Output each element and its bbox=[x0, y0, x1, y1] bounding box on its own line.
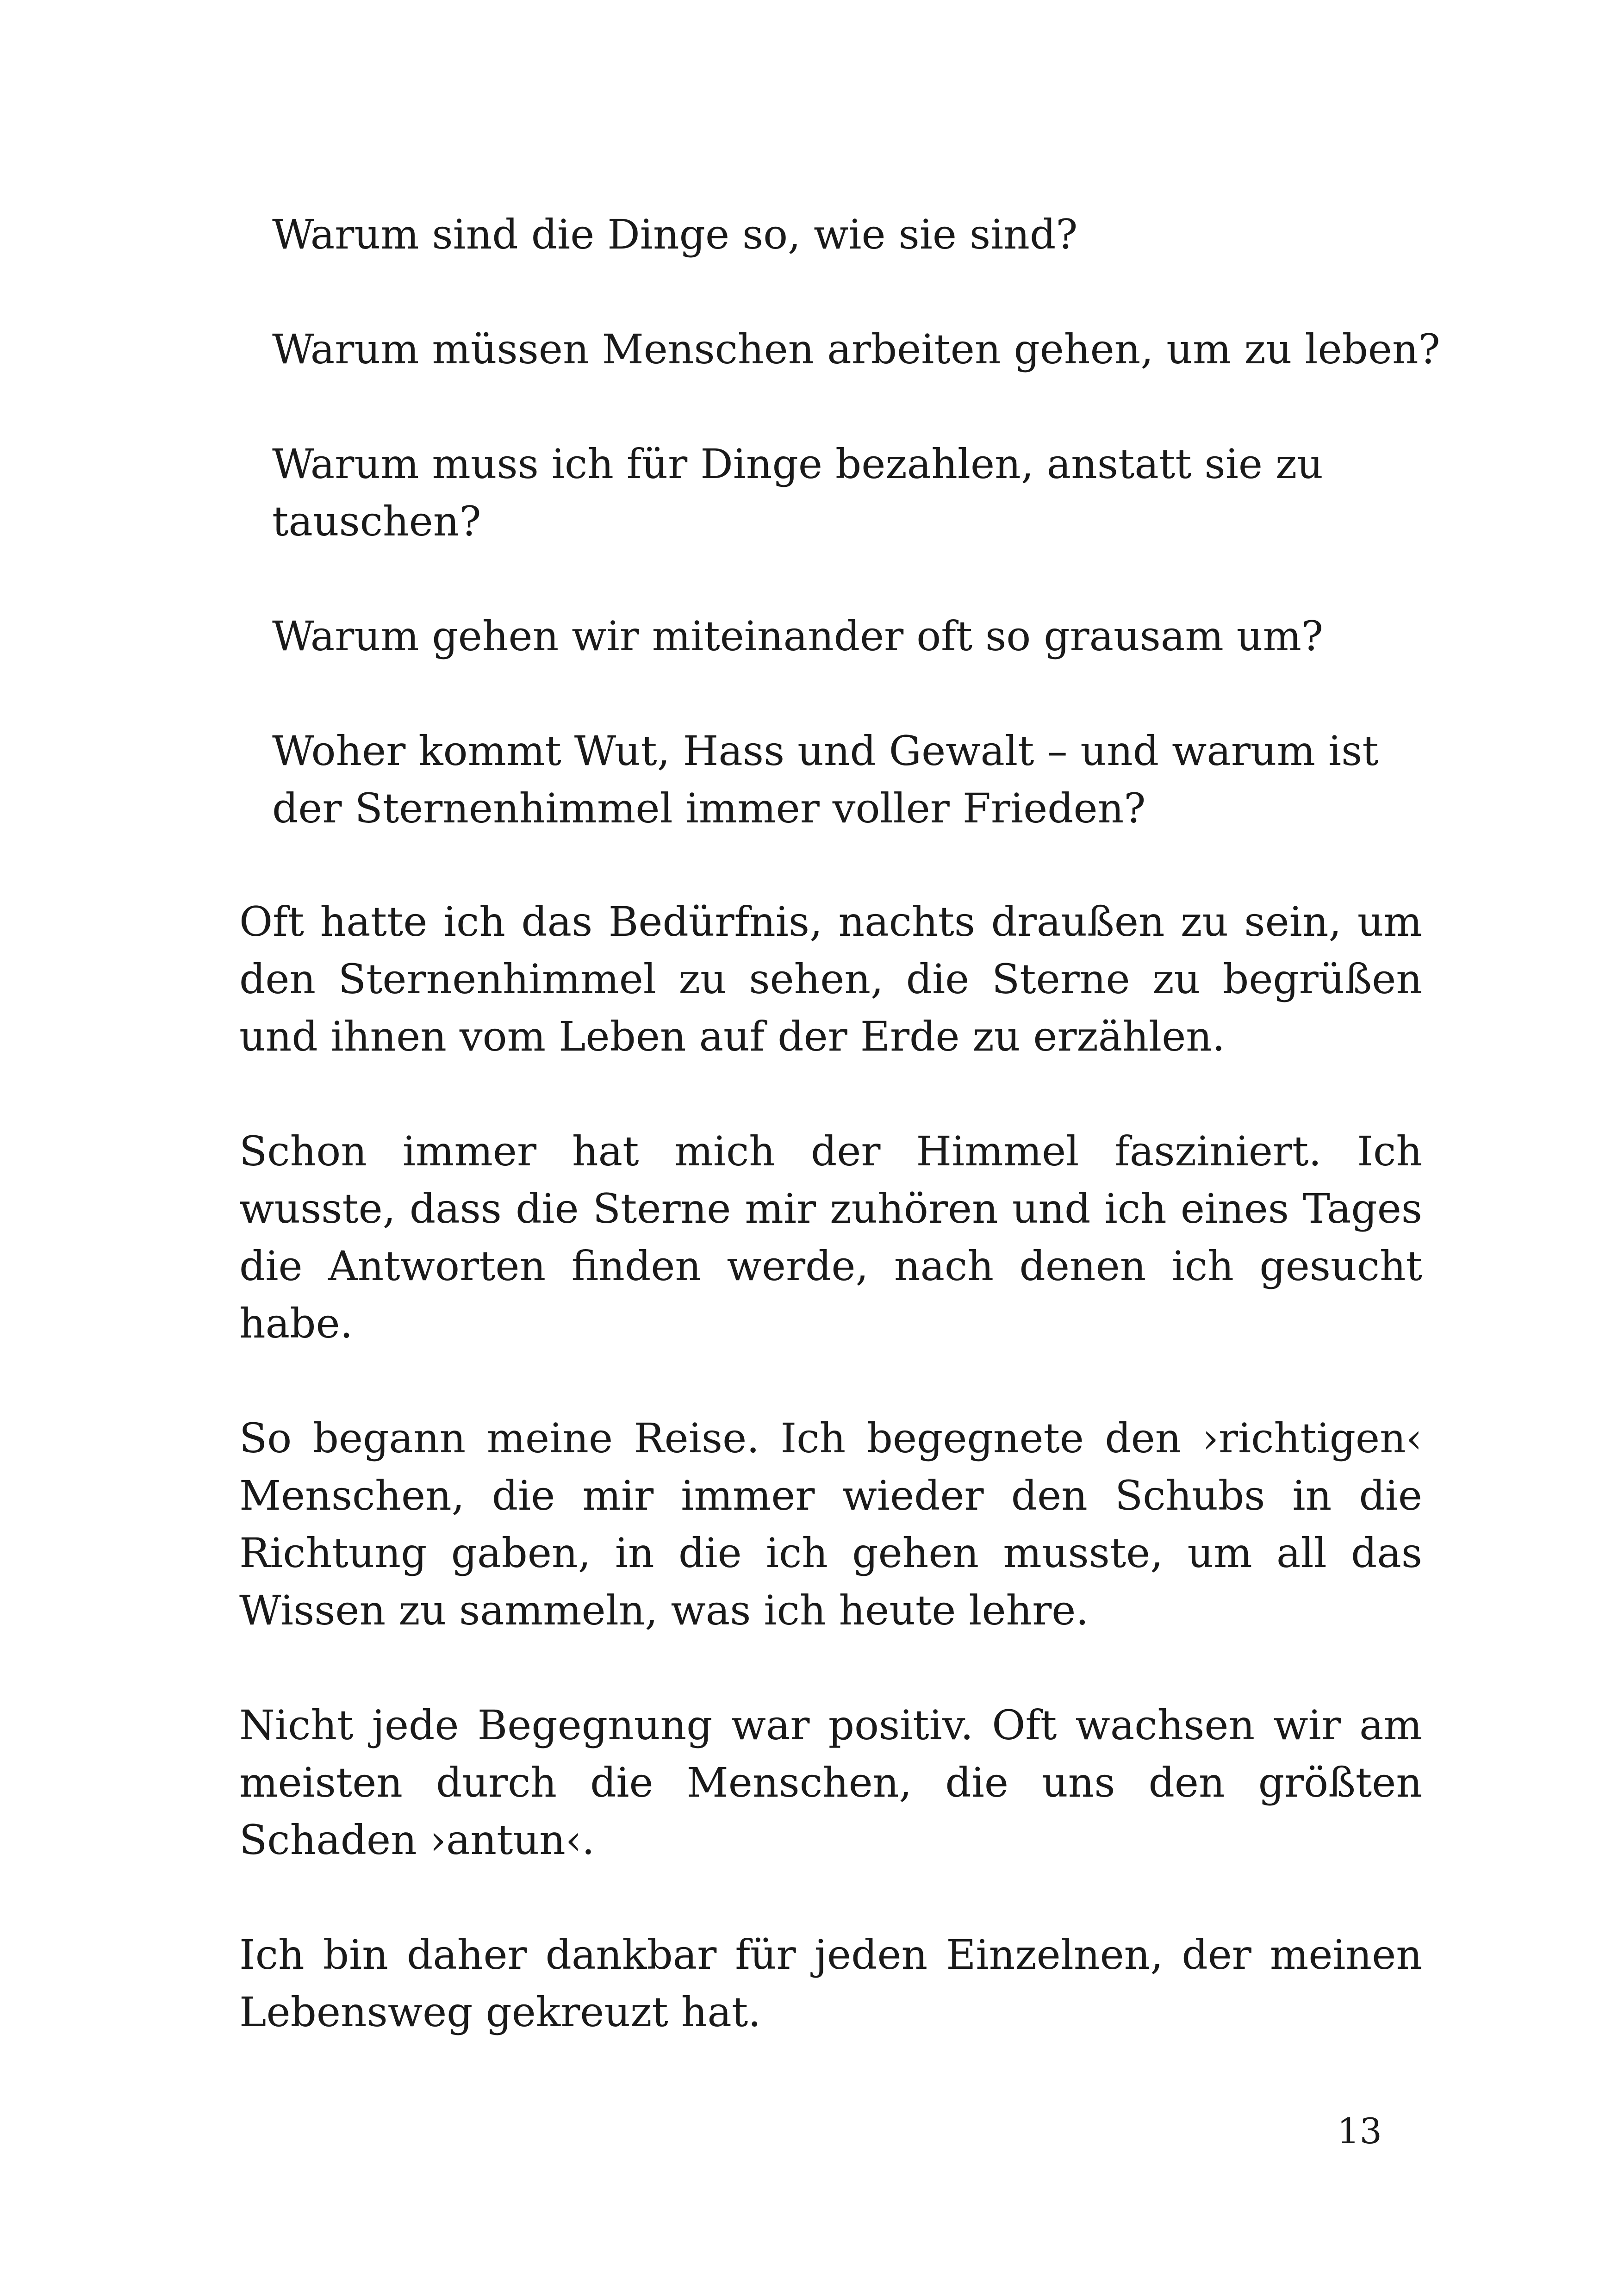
question-list bbox=[272, 206, 1452, 895]
paragraph-5: Ich bin daher dankbar für jeden Einzelnen, der meinen Lebensweg gekreuzt hat. bbox=[239, 1931, 1422, 2036]
paragraph-1: Oft hatte ich das Bedürfnis, nachts draußen zu sein, um den Sternenhimmel zu sehen, die Sterne zu begrüßen und ihnen vom Leben auf der Erde zu erzählen. bbox=[239, 898, 1422, 1060]
paragraph-4: Nicht jede Begegnung war positiv. Oft wachsen wir am meisten durch die Menschen, die uns den größten Schaden ›antun‹. bbox=[239, 1701, 1422, 1864]
question-3: Warum muss ich für Dinge bezahlen, anstatt sie zu tauschen? bbox=[272, 440, 1323, 545]
question-2: Warum müssen Menschen arbeiten gehen, um zu leben? bbox=[272, 325, 1440, 373]
question-1: Warum sind die Dinge so, wie sie sind? bbox=[272, 211, 1078, 258]
paragraph-3: So begann meine Reise. Ich begegnete den ›richtigen‹ Menschen, die mir immer wieder den Schubs in die Richtung gaben, in die ich gehen musste, um all das Wissen zu sammeln, was ich heute lehre. bbox=[239, 1414, 1422, 1634]
page-number: 13 bbox=[1337, 2110, 1382, 2152]
question-4: Warum gehen wir miteinander oft so grausam um? bbox=[272, 612, 1324, 660]
body-text bbox=[239, 893, 1422, 2098]
paragraph-2: Schon immer hat mich der Himmel fasziniert. Ich wusste, dass die Sterne mir zuhören und ich eines Tages die Antworten finden werde, nach denen ich gesucht habe. bbox=[239, 1127, 1422, 1347]
question-5: Woher kommt Wut, Hass und Gewalt – und warum ist der Sternenhimmel immer voller Frieden? bbox=[272, 727, 1379, 832]
